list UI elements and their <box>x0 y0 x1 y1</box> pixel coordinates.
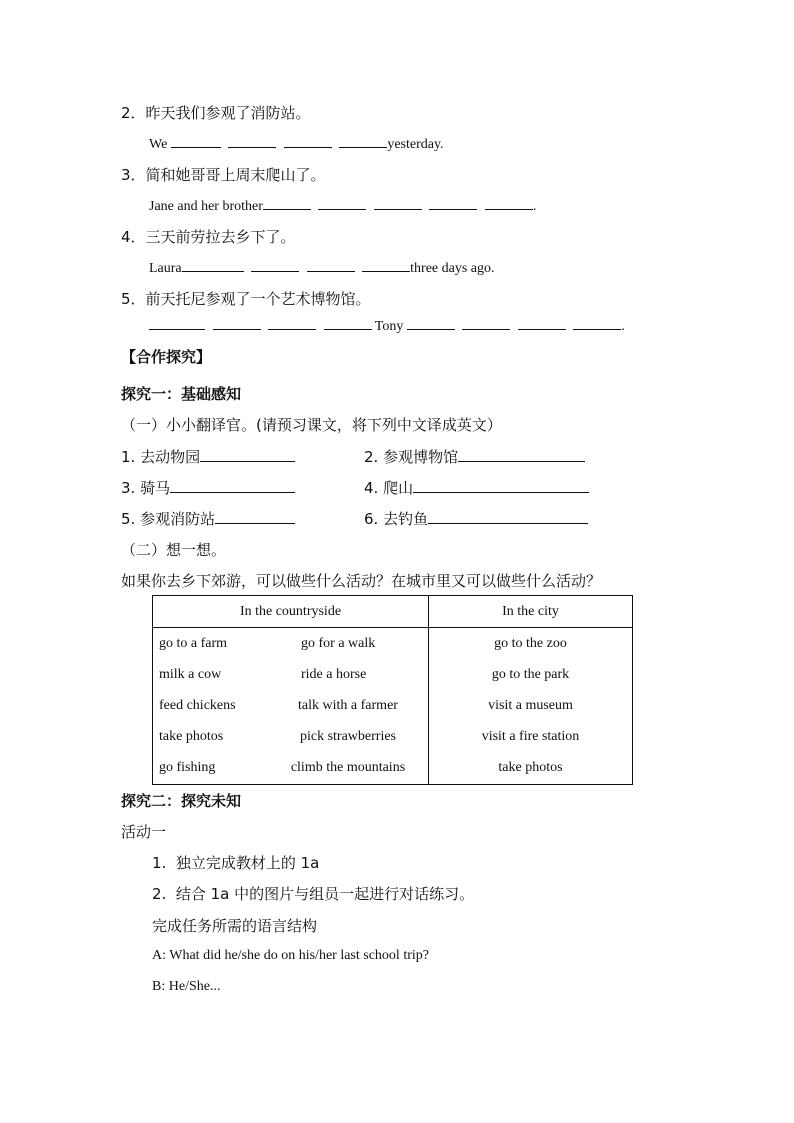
item-number: 4. <box>364 479 379 497</box>
translate-item <box>364 446 585 467</box>
answer-middle: Tony <box>374 319 404 334</box>
city-cell <box>429 628 633 785</box>
answer-prefix: Laura <box>149 261 182 276</box>
answer-suffix: yesterday. <box>387 137 444 152</box>
list-item: go fishing <box>159 760 216 775</box>
subsection-title: 探究二：探究未知 <box>121 792 242 810</box>
list-item: climb the mountains <box>290 760 406 775</box>
blank[interactable] <box>413 480 589 493</box>
step-number: 1. <box>152 854 167 872</box>
blank[interactable] <box>182 259 244 272</box>
answer-suffix: three days ago. <box>410 261 495 276</box>
list-item: visit a fire station <box>481 729 580 744</box>
list-item: ride a horse <box>301 667 367 682</box>
translate-item <box>364 508 588 529</box>
step-text: 结合 1a 中的图片与组员一起进行对话练习。 <box>175 885 475 903</box>
blank[interactable] <box>268 317 316 330</box>
blank[interactable] <box>213 317 261 330</box>
question-number: 2． <box>121 104 146 122</box>
answer-suffix: . <box>532 199 537 214</box>
activity-title: 活动一 <box>121 823 167 841</box>
blank[interactable] <box>284 135 332 148</box>
subsection-title: 探究一：基础感知 <box>121 385 242 403</box>
part-heading: （二）想一想。 <box>121 541 227 559</box>
blank[interactable] <box>307 259 355 272</box>
translate-item <box>121 446 295 467</box>
blank[interactable] <box>518 317 566 330</box>
blank[interactable] <box>200 449 295 462</box>
header-countryside: In the countryside <box>153 596 429 628</box>
list-item: pick strawberries <box>299 729 397 744</box>
blank[interactable] <box>171 135 221 148</box>
list-item: go to a farm <box>159 636 228 651</box>
dialog-line-b: B: He/She... <box>152 979 221 994</box>
blank[interactable] <box>149 317 205 330</box>
blank[interactable] <box>458 449 585 462</box>
item-number: 3. <box>121 479 136 497</box>
countryside-cell <box>153 628 429 785</box>
list-item: visit a museum <box>488 698 573 713</box>
question-chinese: 简和她哥哥上周末爬山了。 <box>145 166 326 184</box>
question-3 <box>121 164 326 185</box>
blank[interactable] <box>170 480 295 493</box>
blank[interactable] <box>462 317 510 330</box>
step-text: 独立完成教材上的 1a <box>175 854 320 872</box>
list-item: go to the zoo <box>494 636 567 651</box>
countryside-col-left <box>159 628 236 783</box>
answer-line-2 <box>149 135 444 153</box>
blank[interactable] <box>374 197 422 210</box>
item-number: 2. <box>364 448 379 466</box>
item-text: 参观博物馆 <box>383 448 459 466</box>
blank[interactable] <box>263 197 311 210</box>
step-item <box>152 852 319 873</box>
blank[interactable] <box>485 197 533 210</box>
item-text: 参观消防站 <box>140 510 216 528</box>
part-heading: （一）小小翻译官。(请预习课文，将下列中文译成英文） <box>121 416 502 434</box>
question-5 <box>121 288 371 309</box>
list-item: go to the park <box>491 667 570 682</box>
answer-line-5 <box>149 317 625 335</box>
item-number: 1. <box>121 448 136 466</box>
question-number: 5． <box>121 290 146 308</box>
item-text: 去钓鱼 <box>383 510 429 528</box>
list-item: feed chickens <box>159 698 236 713</box>
question-chinese: 前天托尼参观了一个艺术博物馆。 <box>145 290 371 308</box>
blank[interactable] <box>228 135 276 148</box>
blank[interactable] <box>573 317 621 330</box>
list-item: take photos <box>498 760 563 775</box>
blank[interactable] <box>362 259 410 272</box>
step-item <box>152 883 474 904</box>
answer-prefix: Jane and her brother <box>149 199 263 214</box>
answer-prefix: We <box>149 137 168 152</box>
dialog-line-a: A: What did he/she do on his/her last school trip? <box>152 948 429 963</box>
blank[interactable] <box>339 135 387 148</box>
translate-item <box>121 477 295 498</box>
countryside-col-right <box>281 628 415 783</box>
blank[interactable] <box>215 511 295 524</box>
blank[interactable] <box>428 511 588 524</box>
structure-title: 完成任务所需的语言结构 <box>152 917 318 935</box>
blank[interactable] <box>318 197 366 210</box>
answer-line-3 <box>149 197 536 215</box>
question-number: 4． <box>121 228 146 246</box>
question-chinese: 昨天我们参观了消防站。 <box>145 104 311 122</box>
blank[interactable] <box>407 317 455 330</box>
translate-item <box>364 477 589 498</box>
question-2 <box>121 102 311 123</box>
list-item: take photos <box>159 729 224 744</box>
translate-item <box>121 508 295 529</box>
question-number: 3． <box>121 166 146 184</box>
item-number: 6. <box>364 510 379 528</box>
question-4 <box>121 226 296 247</box>
question-text: 如果你去乡下郊游，可以做些什么活动？在城市里又可以做些什么活动？ <box>121 572 602 590</box>
section-title: 【合作探究】 <box>121 348 212 366</box>
item-text: 去动物园 <box>140 448 201 466</box>
item-text: 爬山 <box>383 479 414 497</box>
list-item: talk with a farmer <box>298 698 398 713</box>
list-item: milk a cow <box>159 667 222 682</box>
blank[interactable] <box>429 197 477 210</box>
blank[interactable] <box>251 259 299 272</box>
item-number: 5. <box>121 510 136 528</box>
answer-line-4 <box>149 259 495 277</box>
question-chinese: 三天前劳拉去乡下了。 <box>145 228 296 246</box>
answer-suffix: . <box>621 319 625 334</box>
list-item: go for a walk <box>301 636 376 651</box>
item-text: 骑马 <box>140 479 171 497</box>
header-city: In the city <box>429 596 633 628</box>
activity-table <box>152 595 633 785</box>
step-number: 2. <box>152 885 167 903</box>
blank[interactable] <box>324 317 372 330</box>
